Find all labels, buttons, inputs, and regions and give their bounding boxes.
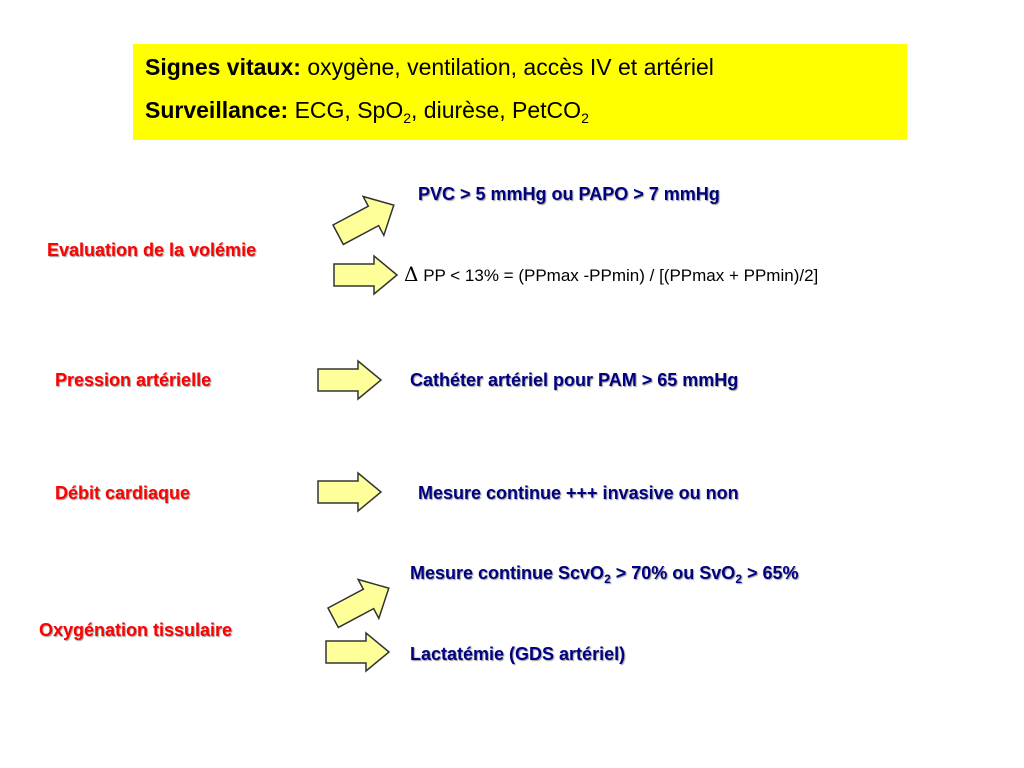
monitoring-text-a: ECG, SpO bbox=[294, 97, 404, 123]
monitoring-text-b: , diurèse, PetCO bbox=[411, 97, 582, 123]
scvo2-text-b: > 70% ou SvO bbox=[610, 563, 736, 583]
scvo2-text-a: Mesure continue ScvO bbox=[410, 563, 605, 583]
delta-symbol: Δ bbox=[404, 262, 419, 286]
oxygenation-label: Oxygénation tissulaire bbox=[39, 620, 233, 640]
monitoring-label: Surveillance: bbox=[145, 97, 289, 123]
vital-signs-text: oxygène, ventilation, accès IV et artériel bbox=[307, 54, 714, 80]
monitoring-line bbox=[145, 97, 589, 124]
monitoring-sub-a: 2 bbox=[403, 110, 412, 126]
debit-label: Débit cardiaque bbox=[55, 483, 191, 503]
pression-label: Pression artérielle bbox=[55, 370, 212, 390]
oxygenation-up-arrow bbox=[325, 568, 395, 628]
vital-signs-line bbox=[145, 54, 714, 81]
debit-target: Mesure continue +++ invasive ou non bbox=[418, 483, 739, 503]
volemie-right-arrow bbox=[333, 255, 403, 297]
vital-signs-label: Signes vitaux: bbox=[145, 54, 301, 80]
volemie-up-arrow bbox=[330, 186, 400, 246]
volemie-target-pvc: PVC > 5 mmHg ou PAPO > 7 mmHg bbox=[418, 184, 720, 204]
volemie-target-pp-text: PP < 13% = (PPmax -PPmin) / [(PPmax + PPmin)/2] bbox=[423, 266, 819, 285]
header-banner bbox=[133, 44, 907, 140]
scvo2-sub-b: 2 bbox=[735, 572, 742, 586]
scvo2-sub-a: 2 bbox=[604, 572, 611, 586]
pression-arrow bbox=[317, 360, 387, 402]
volemie-label: Evaluation de la volémie bbox=[47, 240, 257, 260]
pression-target: Cathéter artériel pour PAM > 65 mmHg bbox=[410, 370, 739, 390]
oxygenation-target-scvo2 bbox=[410, 563, 799, 584]
volemie-target-pp bbox=[404, 262, 818, 286]
oxygenation-right-arrow bbox=[325, 632, 395, 674]
oxygenation-target-lactate: Lactatémie (GDS artériel) bbox=[410, 644, 626, 664]
debit-arrow bbox=[317, 472, 387, 514]
scvo2-text-c: > 65% bbox=[742, 563, 799, 583]
monitoring-sub-b: 2 bbox=[581, 110, 589, 126]
